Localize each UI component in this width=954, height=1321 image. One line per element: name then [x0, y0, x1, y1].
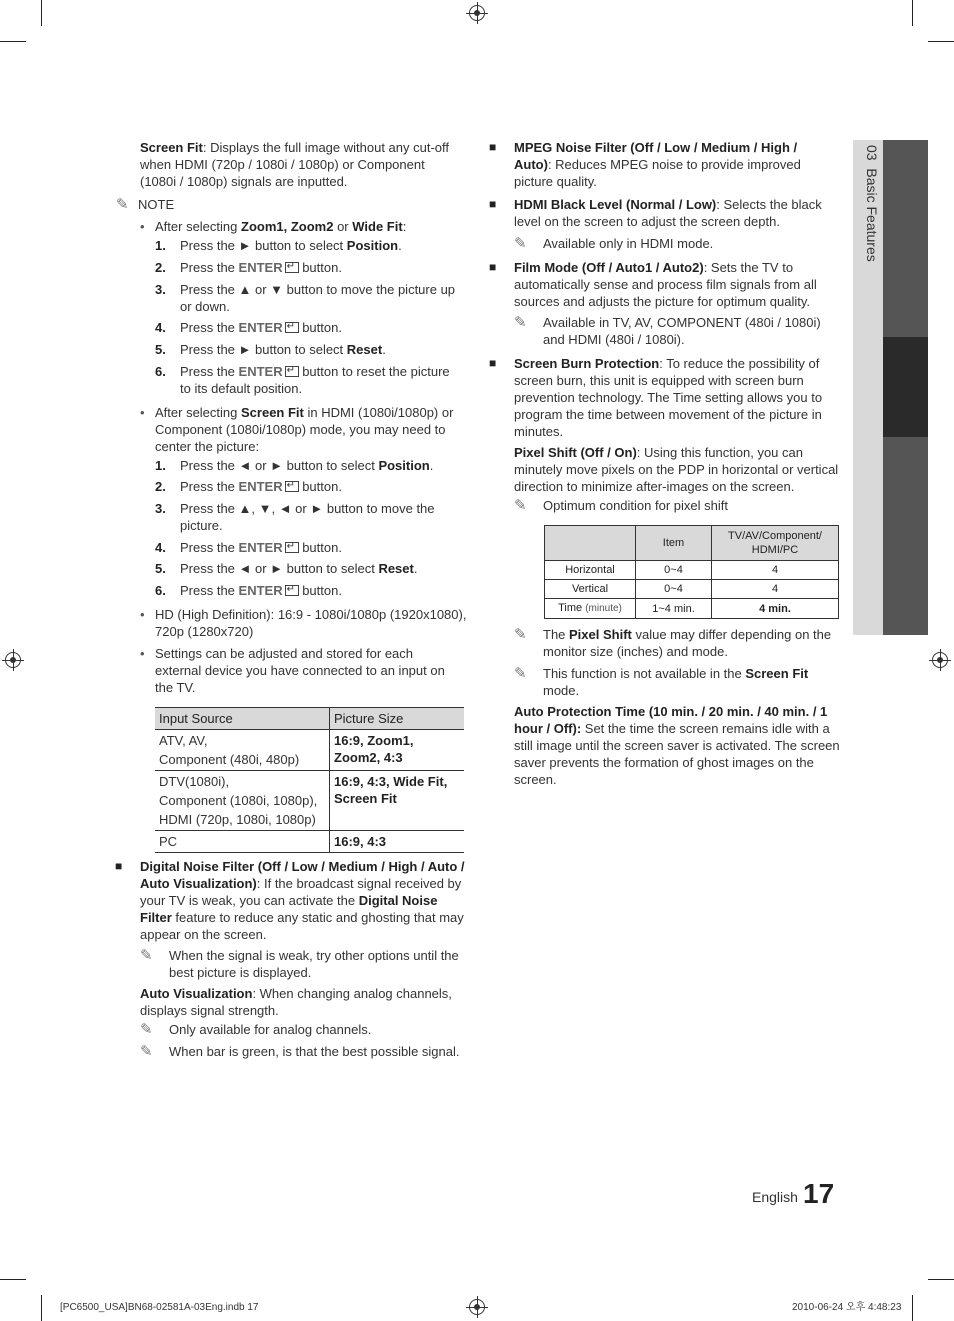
step-number: 4. — [155, 320, 166, 335]
note-heading: ✎ NOTE — [116, 196, 175, 213]
auto-protection-paragraph: Auto Protection Time (10 min. / 20 min. / 40 min. / 1 hour / Off): Set the time the screen remains idle with a still image until the screen saver is activated. The screen saver prevents the formation of ghost images on the screen. — [514, 704, 840, 787]
table-cell: 16:9, Zoom1, Zoom2, 4:3 — [330, 730, 465, 771]
left-column — [140, 139, 466, 190]
enter-button-icon — [285, 262, 299, 273]
table-row — [545, 580, 839, 599]
table-cell: Time (minute) — [545, 599, 636, 619]
table-cell: 1~4 min. — [636, 599, 712, 619]
pencil-note-icon: ✎ — [514, 626, 527, 643]
step-item: 5. Press the ◄ or ► button to select Reset. — [155, 561, 418, 576]
table-cell: 4 min. — [712, 599, 839, 619]
chapter-tab — [883, 437, 928, 635]
crop-mark — [0, 1279, 26, 1280]
step-number: 3. — [155, 501, 166, 516]
table-cell: Vertical — [545, 580, 636, 599]
crop-mark — [41, 1295, 42, 1321]
enter-button-icon — [285, 366, 299, 377]
page-number: 17 — [803, 1178, 835, 1209]
burn-section: ■ Screen Burn Protection: To reduce the possibility of screen burn, this unit is equipped with screen burn prevention technology. The Time setting allows you to program the time between movement of the picture in minutes. — [489, 356, 823, 439]
page-footer — [752, 1178, 842, 1210]
chapter-tab-active — [883, 337, 928, 437]
square-bullet-icon: ■ — [489, 197, 497, 211]
step-number: 1. — [155, 458, 166, 473]
pencil-note-icon: ✎ — [140, 947, 153, 964]
square-bullet-icon: ■ — [489, 260, 497, 274]
bullet-icon: • — [140, 219, 145, 234]
note: ✎ Optimum condition for pixel shift — [514, 497, 728, 514]
table-row — [545, 561, 839, 580]
list-item: • HD (High Definition): 16:9 - 1080i/1080p (1920x1080), 720p (1280x720) — [140, 607, 467, 639]
film-section: ■ Film Mode (Off / Auto1 / Auto2): Sets the TV to automatically sense and process film signals from all sources and adjusts the picture for optimum quality. — [489, 260, 817, 309]
pencil-note-icon: ✎ — [514, 497, 527, 514]
note: ✎ Available in TV, AV, COMPONENT (480i / 1080i) and HDMI (480i / 1080i). — [514, 314, 821, 347]
table-header: TV/AV/Component/ HDMI/PC — [712, 526, 839, 561]
step-item: 2. Press the ENTER↵ button. — [155, 259, 460, 276]
crop-mark — [912, 0, 913, 26]
square-bullet-icon: ■ — [489, 140, 497, 154]
step-item: 6. Press the ENTER↵ button to reset the picture to its default position. — [155, 363, 460, 397]
step-item: 1. Press the ◄ or ► button to select Position. — [155, 458, 434, 473]
enter-button-icon — [285, 322, 299, 333]
step-number: 1. — [155, 238, 166, 253]
note: ✎ This function is not available in the Screen Fit mode. — [514, 665, 809, 698]
table-cell: 4 — [712, 561, 839, 580]
pencil-note-icon: ✎ — [116, 196, 129, 213]
table-cell: 0~4 — [636, 580, 712, 599]
step-number: 6. — [155, 364, 166, 379]
note: ✎ Available only in HDMI mode. — [514, 235, 714, 252]
registration-mark-icon — [469, 5, 485, 21]
step-number: 2. — [155, 260, 166, 275]
step-item: 6. Press the ENTER↵ button. — [155, 582, 460, 599]
table-row — [155, 831, 464, 853]
list-item: • Settings can be adjusted and stored for each external device you have connected to an input on the TV. — [140, 646, 445, 695]
step-item: 3. Press the ▲ or ▼ button to move the picture up or down. — [155, 282, 456, 314]
step-item: 4. Press the ENTER↵ button. — [155, 319, 460, 336]
note: ✎ The Pixel Shift value may differ depending on the monitor size (inches) and mode. — [514, 626, 832, 659]
registration-mark-icon — [932, 652, 948, 668]
step-number: 4. — [155, 540, 166, 555]
step-item: 5. Press the ► button to select Reset. — [155, 342, 386, 357]
table-header-row — [155, 708, 464, 730]
registration-mark-icon — [469, 1299, 485, 1315]
list-item: • After selecting Screen Fit in HDMI (1080i/1080p) or Component (1080i/1080p) mode, you may need to center the picture: — [140, 405, 454, 454]
pixel-shift-table — [544, 525, 839, 619]
note: ✎ When the signal is weak, try other options until the best picture is displayed. — [140, 947, 459, 980]
mpeg-section: ■ MPEG Noise Filter (Off / Low / Medium / High / Auto): Reduces MPEG noise to provide improved picture quality. — [489, 140, 801, 189]
table-row — [155, 771, 464, 831]
pencil-note-icon: ✎ — [514, 665, 527, 682]
table-cell: 16:9, 4:3, Wide Fit, Screen Fit — [330, 771, 465, 831]
step-number: 5. — [155, 342, 166, 357]
table-cell: Horizontal — [545, 561, 636, 580]
dnf-section: ■ Digital Noise Filter (Off / Low / Medium / High / Auto / Auto Visualization): If the broadcast signal received by your TV is weak, you can activate the Digital Noise Filter feature to reduce any static and ghosting that may appear on the screen. — [115, 859, 465, 942]
crop-mark — [928, 1279, 954, 1280]
step-item: 4. Press the ENTER↵ button. — [155, 539, 460, 556]
bullet-icon: • — [140, 607, 145, 622]
square-bullet-icon: ■ — [489, 356, 497, 370]
table-cell: DTV(1080i), Component (1080i, 1080p), HDMI (720p, 1080i, 1080p) — [155, 771, 330, 831]
crop-mark — [912, 1295, 913, 1321]
pencil-note-icon: ✎ — [514, 314, 527, 331]
screen-fit-paragraph: Screen Fit: Displays the full image without any cut-off when HDMI (720p / 1080i / 1080p) or Component (1080i / 1080p) signals are inputted. — [140, 140, 450, 189]
crop-mark — [41, 0, 42, 26]
crop-mark — [928, 41, 954, 42]
registration-mark-icon — [5, 652, 21, 668]
step-number: 3. — [155, 282, 166, 297]
pencil-note-icon: ✎ — [140, 1043, 153, 1060]
bullet-icon: • — [140, 405, 145, 420]
table-row — [545, 599, 839, 619]
chapter-tab — [883, 140, 928, 337]
table-cell: 4 — [712, 580, 839, 599]
pencil-note-icon: ✎ — [140, 1021, 153, 1038]
step-item: 3. Press the ▲, ▼, ◄ or ► button to move the picture. — [155, 501, 435, 533]
step-item: 1. Press the ► button to select Position. — [155, 238, 402, 253]
print-file-info: [PC6500_USA]BN68-02581A-03Eng.indb 17 — [60, 1302, 259, 1313]
table-row — [155, 730, 464, 771]
crop-mark — [0, 41, 26, 42]
chapter-title: 03 Basic Features — [864, 145, 880, 262]
note: ✎ When bar is green, is that the best possible signal. — [140, 1043, 460, 1060]
step-number: 6. — [155, 583, 166, 598]
pencil-note-icon: ✎ — [514, 235, 527, 252]
table-cell: 16:9, 4:3 — [330, 831, 465, 853]
hdmi-section: ■ HDMI Black Level (Normal / Low): Selects the black level on the screen to adjust the screen depth. — [489, 197, 822, 229]
enter-button-icon — [285, 542, 299, 553]
square-bullet-icon: ■ — [115, 859, 123, 873]
pixel-shift-paragraph: Pixel Shift (Off / On): Using this function, you can minutely move pixels on the PDP in horizontal or vertical direction to minimize after-images on the screen. — [514, 445, 839, 494]
enter-button-icon — [285, 585, 299, 596]
table-cell: ATV, AV, Component (480i, 480p) — [155, 730, 330, 771]
table-cell: PC — [155, 831, 330, 853]
list-item: • After selecting Zoom1, Zoom2 or Wide Fit: — [140, 219, 407, 234]
language-label: English — [752, 1189, 798, 1205]
table-header: Item — [636, 526, 712, 561]
table-cell: 0~4 — [636, 561, 712, 580]
step-number: 2. — [155, 479, 166, 494]
picture-size-table — [155, 707, 464, 853]
print-date-info: 2010-06-24 오후 4:48:23 — [792, 1302, 902, 1313]
table-header — [545, 526, 636, 561]
table-header: Picture Size — [330, 708, 465, 730]
bullet-icon: • — [140, 646, 145, 661]
table-header: Input Source — [155, 708, 330, 730]
table-header-row — [545, 526, 839, 561]
step-number: 5. — [155, 561, 166, 576]
auto-visualization-paragraph: Auto Visualization: When changing analog channels, displays signal strength. — [140, 986, 452, 1018]
step-item: 2. Press the ENTER↵ button. — [155, 478, 460, 495]
enter-button-icon — [285, 481, 299, 492]
note: ✎ Only available for analog channels. — [140, 1021, 372, 1038]
